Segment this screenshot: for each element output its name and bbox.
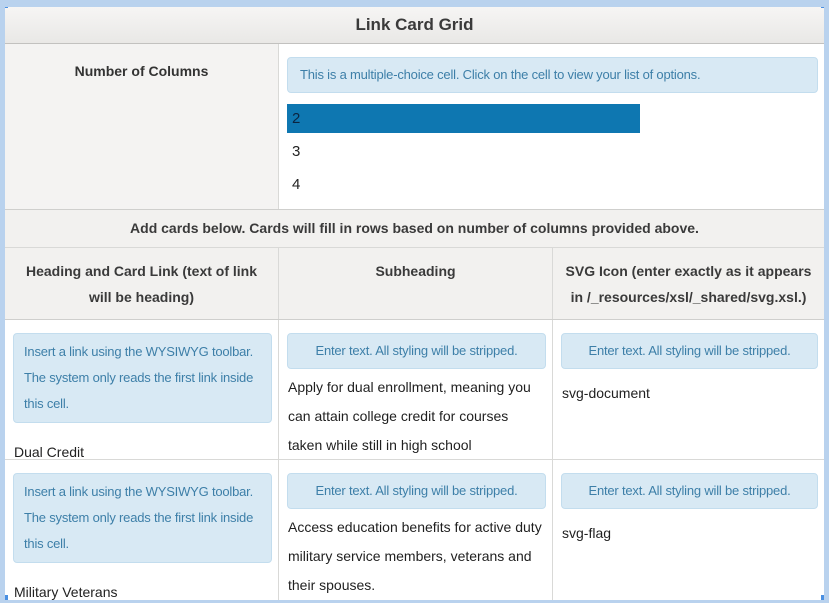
widget-title-bar (5, 7, 824, 44)
widget-title: Link Card Grid (355, 15, 474, 34)
card1-icon-hint (561, 333, 818, 369)
card2-icon-cell[interactable] (553, 460, 824, 600)
card1-text-hint (287, 333, 546, 369)
text-hint-text: Enter text. All styling will be stripped. (315, 343, 518, 358)
multiple-choice-hint-text: This is a multiple-choice cell. Click on the cell to view your list of options. (300, 67, 701, 82)
option-3[interactable]: 3 (292, 143, 301, 160)
header-svg-icon (553, 248, 824, 319)
column-options-list (279, 104, 824, 199)
resize-handle-top-left[interactable] (0, 0, 8, 8)
resize-handle-top-right[interactable] (821, 0, 829, 8)
card1-subheading-value[interactable]: Apply for dual enrollment, meaning you can attain college credit for courses taken while still in high school (288, 379, 531, 453)
header-subheading (279, 248, 553, 319)
card2-heading-cell[interactable] (5, 460, 279, 600)
instructions-row (5, 210, 824, 248)
card-row-1 (5, 320, 824, 460)
card2-heading-value[interactable]: Military Veterans (14, 584, 118, 600)
resize-handle-bottom-right[interactable] (821, 595, 829, 603)
cards-header-row (5, 248, 824, 320)
instructions-text: Add cards below. Cards will fill in rows based on number of columns provided above. (130, 220, 699, 236)
number-of-columns-label: Number of Columns (74, 63, 209, 79)
card2-subheading-cell[interactable] (279, 460, 553, 600)
link-hint-text: Insert a link using the WYSIWYG toolbar. The system only reads the first link inside this cell. (24, 344, 254, 411)
card2-icon-value[interactable]: svg-flag (562, 525, 612, 541)
resize-handle-bottom-left[interactable] (0, 595, 8, 603)
text-hint-text: Enter text. All styling will be stripped. (588, 483, 791, 498)
card1-icon-value[interactable]: svg-document (562, 385, 650, 401)
header-svg-icon-text: SVG Icon (enter exactly as it appears in /_resources/xsl/_shared/svg.xsl.) (565, 263, 812, 305)
card1-icon-cell[interactable] (553, 320, 824, 459)
text-hint-text: Enter text. All styling will be stripped. (588, 343, 791, 358)
header-subheading-text: Subheading (375, 263, 456, 279)
card2-text-hint (287, 473, 546, 509)
option-2[interactable]: 2 (287, 104, 640, 133)
number-of-columns-label-cell (5, 44, 279, 209)
card1-heading-cell[interactable] (5, 320, 279, 459)
header-heading-link-text: Heading and Card Link (text of link will be heading) (25, 263, 258, 305)
header-heading-link (5, 248, 279, 319)
option-4[interactable]: 4 (292, 176, 301, 193)
card-row-2 (5, 460, 824, 600)
card1-subheading-cell[interactable] (279, 320, 553, 459)
number-of-columns-row (5, 44, 824, 210)
multiple-choice-hint[interactable] (287, 57, 818, 93)
text-hint-text: Enter text. All styling will be stripped. (315, 483, 518, 498)
link-hint-text: Insert a link using the WYSIWYG toolbar. The system only reads the first link inside this cell. (24, 484, 254, 551)
card2-icon-hint (561, 473, 818, 509)
multiple-choice-cell[interactable] (279, 44, 824, 209)
card1-heading-value[interactable]: Dual Credit (14, 444, 85, 459)
card1-link-hint (13, 333, 272, 423)
card2-link-hint (13, 473, 272, 563)
card2-subheading-value[interactable]: Access education benefits for active duty military service members, veterans and their spouses. (288, 519, 542, 593)
